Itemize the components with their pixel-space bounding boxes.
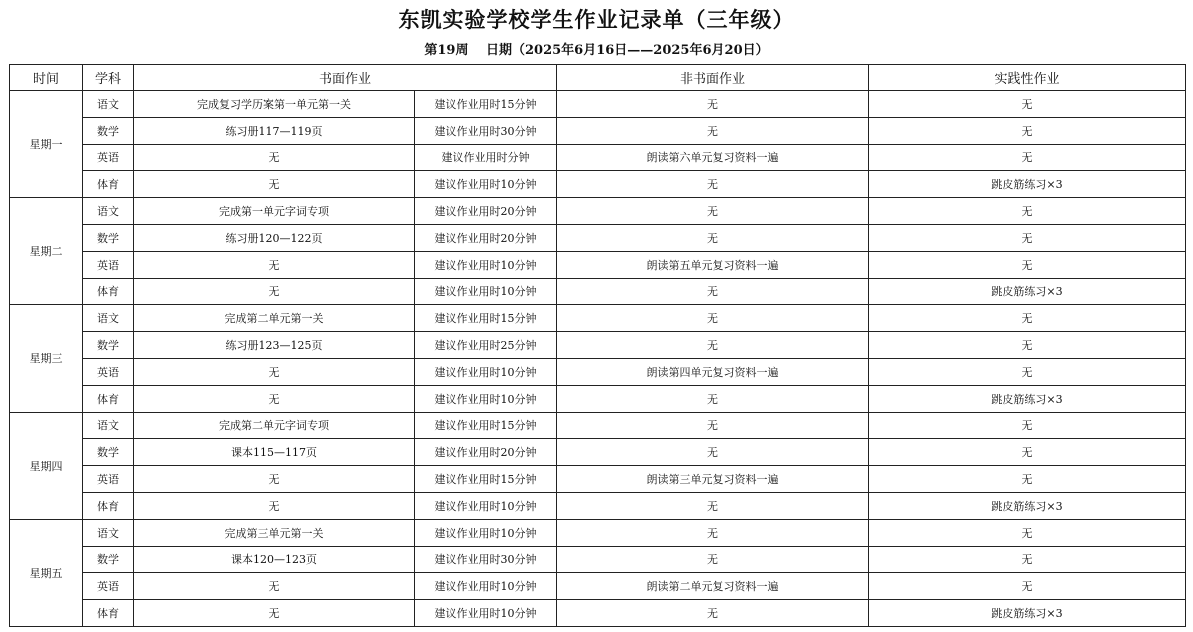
non-written-work-cell: 朗读第二单元复习资料一遍 [557, 573, 869, 600]
written-work-cell: 练习册120—122页 [134, 224, 415, 251]
table-row [10, 466, 1186, 493]
written-work-cell: 完成复习学历案第一单元第一关 [134, 91, 415, 118]
table-row [10, 305, 1186, 332]
table-row [10, 412, 1186, 439]
subject-cell: 英语 [83, 251, 134, 278]
table-row [10, 439, 1186, 466]
written-work-cell: 无 [134, 492, 415, 519]
table-row [10, 358, 1186, 385]
suggested-time-cell: 建议作业用时10分钟 [415, 278, 557, 305]
written-work-cell: 完成第三单元第一关 [134, 519, 415, 546]
non-written-work-cell: 无 [557, 171, 869, 198]
table-row [10, 600, 1186, 627]
non-written-work-cell: 无 [557, 546, 869, 573]
subject-cell: 体育 [83, 385, 134, 412]
practice-work-cell: 无 [869, 224, 1186, 251]
non-written-work-cell: 朗读第四单元复习资料一遍 [557, 358, 869, 385]
subject-cell: 体育 [83, 278, 134, 305]
subject-cell: 数学 [83, 332, 134, 359]
written-work-cell: 完成第二单元字词专项 [134, 412, 415, 439]
suggested-time-cell: 建议作业用时10分钟 [415, 171, 557, 198]
suggested-time-cell: 建议作业用时30分钟 [415, 117, 557, 144]
non-written-work-cell: 无 [557, 278, 869, 305]
suggested-time-cell: 建议作业用时20分钟 [415, 224, 557, 251]
practice-work-cell: 跳皮筋练习×3 [869, 278, 1186, 305]
day-cell: 星期三 [10, 305, 83, 412]
practice-work-cell: 跳皮筋练习×3 [869, 600, 1186, 627]
practice-work-cell: 无 [869, 519, 1186, 546]
subject-cell: 数学 [83, 439, 134, 466]
non-written-work-cell: 无 [557, 519, 869, 546]
table-row [10, 519, 1186, 546]
practice-work-cell: 无 [869, 332, 1186, 359]
page-title: 东凯实验学校学生作业记录单（三年级） [398, 7, 795, 32]
subject-cell: 语文 [83, 198, 134, 225]
day-cell: 星期一 [10, 91, 83, 198]
written-work-cell: 无 [134, 251, 415, 278]
suggested-time-cell: 建议作业用时15分钟 [415, 412, 557, 439]
non-written-work-cell: 无 [557, 305, 869, 332]
non-written-work-cell: 无 [557, 439, 869, 466]
practice-work-cell: 无 [869, 439, 1186, 466]
table-row [10, 278, 1186, 305]
practice-work-cell: 跳皮筋练习×3 [869, 171, 1186, 198]
suggested-time-cell: 建议作业用时20分钟 [415, 439, 557, 466]
written-work-cell: 无 [134, 144, 415, 171]
written-work-cell: 完成第一单元字词专项 [134, 198, 415, 225]
non-written-work-cell: 朗读第三单元复习资料一遍 [557, 466, 869, 493]
homework-table [9, 64, 1186, 627]
written-work-cell: 课本115—117页 [134, 439, 415, 466]
practice-work-cell: 无 [869, 91, 1186, 118]
non-written-work-cell: 无 [557, 600, 869, 627]
header-non-written: 非书面作业 [557, 65, 869, 91]
header-written: 书面作业 [134, 65, 557, 91]
non-written-work-cell: 朗读第五单元复习资料一遍 [557, 251, 869, 278]
table-row [10, 171, 1186, 198]
subject-cell: 体育 [83, 171, 134, 198]
practice-work-cell: 无 [869, 412, 1186, 439]
subject-cell: 英语 [83, 573, 134, 600]
practice-work-cell: 跳皮筋练习×3 [869, 492, 1186, 519]
suggested-time-cell: 建议作业用时10分钟 [415, 492, 557, 519]
subject-cell: 数学 [83, 224, 134, 251]
header-subject: 学科 [83, 65, 134, 91]
subject-cell: 英语 [83, 466, 134, 493]
non-written-work-cell: 朗读第六单元复习资料一遍 [557, 144, 869, 171]
table-row [10, 144, 1186, 171]
practice-work-cell: 无 [869, 198, 1186, 225]
table-body [10, 91, 1186, 627]
suggested-time-cell: 建议作业用时15分钟 [415, 466, 557, 493]
written-work-cell: 完成第二单元第一关 [134, 305, 415, 332]
table-row [10, 546, 1186, 573]
suggested-time-cell: 建议作业用时15分钟 [415, 305, 557, 332]
subject-cell: 语文 [83, 412, 134, 439]
suggested-time-cell: 建议作业用时10分钟 [415, 573, 557, 600]
written-work-cell: 练习册117—119页 [134, 117, 415, 144]
table-row [10, 573, 1186, 600]
subject-cell: 体育 [83, 600, 134, 627]
table-row [10, 332, 1186, 359]
practice-work-cell: 无 [869, 251, 1186, 278]
header-time: 时间 [10, 65, 83, 91]
written-work-cell: 无 [134, 171, 415, 198]
non-written-work-cell: 无 [557, 412, 869, 439]
practice-work-cell: 跳皮筋练习×3 [869, 385, 1186, 412]
subject-cell: 语文 [83, 91, 134, 118]
suggested-time-cell: 建议作业用时15分钟 [415, 91, 557, 118]
table-row [10, 492, 1186, 519]
suggested-time-cell: 建议作业用时10分钟 [415, 519, 557, 546]
non-written-work-cell: 无 [557, 332, 869, 359]
subject-cell: 英语 [83, 144, 134, 171]
practice-work-cell: 无 [869, 466, 1186, 493]
suggested-time-cell: 建议作业用时10分钟 [415, 251, 557, 278]
subject-cell: 数学 [83, 546, 134, 573]
suggested-time-cell: 建议作业用时10分钟 [415, 358, 557, 385]
non-written-work-cell: 无 [557, 91, 869, 118]
suggested-time-cell: 建议作业用时分钟 [415, 144, 557, 171]
day-cell: 星期四 [10, 412, 83, 519]
header-practice: 实践性作业 [869, 65, 1186, 91]
written-work-cell: 课本120—123页 [134, 546, 415, 573]
non-written-work-cell: 无 [557, 224, 869, 251]
non-written-work-cell: 无 [557, 492, 869, 519]
practice-work-cell: 无 [869, 144, 1186, 171]
written-work-cell: 练习册123—125页 [134, 332, 415, 359]
practice-work-cell: 无 [869, 117, 1186, 144]
suggested-time-cell: 建议作业用时30分钟 [415, 546, 557, 573]
suggested-time-cell: 建议作业用时20分钟 [415, 198, 557, 225]
written-work-cell: 无 [134, 600, 415, 627]
table-row [10, 198, 1186, 225]
non-written-work-cell: 无 [557, 198, 869, 225]
table-row [10, 251, 1186, 278]
practice-work-cell: 无 [869, 573, 1186, 600]
suggested-time-cell: 建议作业用时25分钟 [415, 332, 557, 359]
day-cell: 星期五 [10, 519, 83, 626]
table-row [10, 385, 1186, 412]
suggested-time-cell: 建议作业用时10分钟 [415, 385, 557, 412]
written-work-cell: 无 [134, 278, 415, 305]
written-work-cell: 无 [134, 466, 415, 493]
practice-work-cell: 无 [869, 546, 1186, 573]
subject-cell: 语文 [83, 519, 134, 546]
practice-work-cell: 无 [869, 358, 1186, 385]
written-work-cell: 无 [134, 385, 415, 412]
suggested-time-cell: 建议作业用时10分钟 [415, 600, 557, 627]
practice-work-cell: 无 [869, 305, 1186, 332]
table-row [10, 224, 1186, 251]
page-subtitle: 第19周 日期（2025年6月16日——2025年6月20日） [424, 43, 769, 58]
written-work-cell: 无 [134, 358, 415, 385]
day-cell: 星期二 [10, 198, 83, 305]
subject-cell: 体育 [83, 492, 134, 519]
table-row [10, 117, 1186, 144]
subject-cell: 数学 [83, 117, 134, 144]
table-header-row [10, 65, 1186, 91]
written-work-cell: 无 [134, 573, 415, 600]
subject-cell: 语文 [83, 305, 134, 332]
non-written-work-cell: 无 [557, 117, 869, 144]
table-row [10, 91, 1186, 118]
non-written-work-cell: 无 [557, 385, 869, 412]
subject-cell: 英语 [83, 358, 134, 385]
